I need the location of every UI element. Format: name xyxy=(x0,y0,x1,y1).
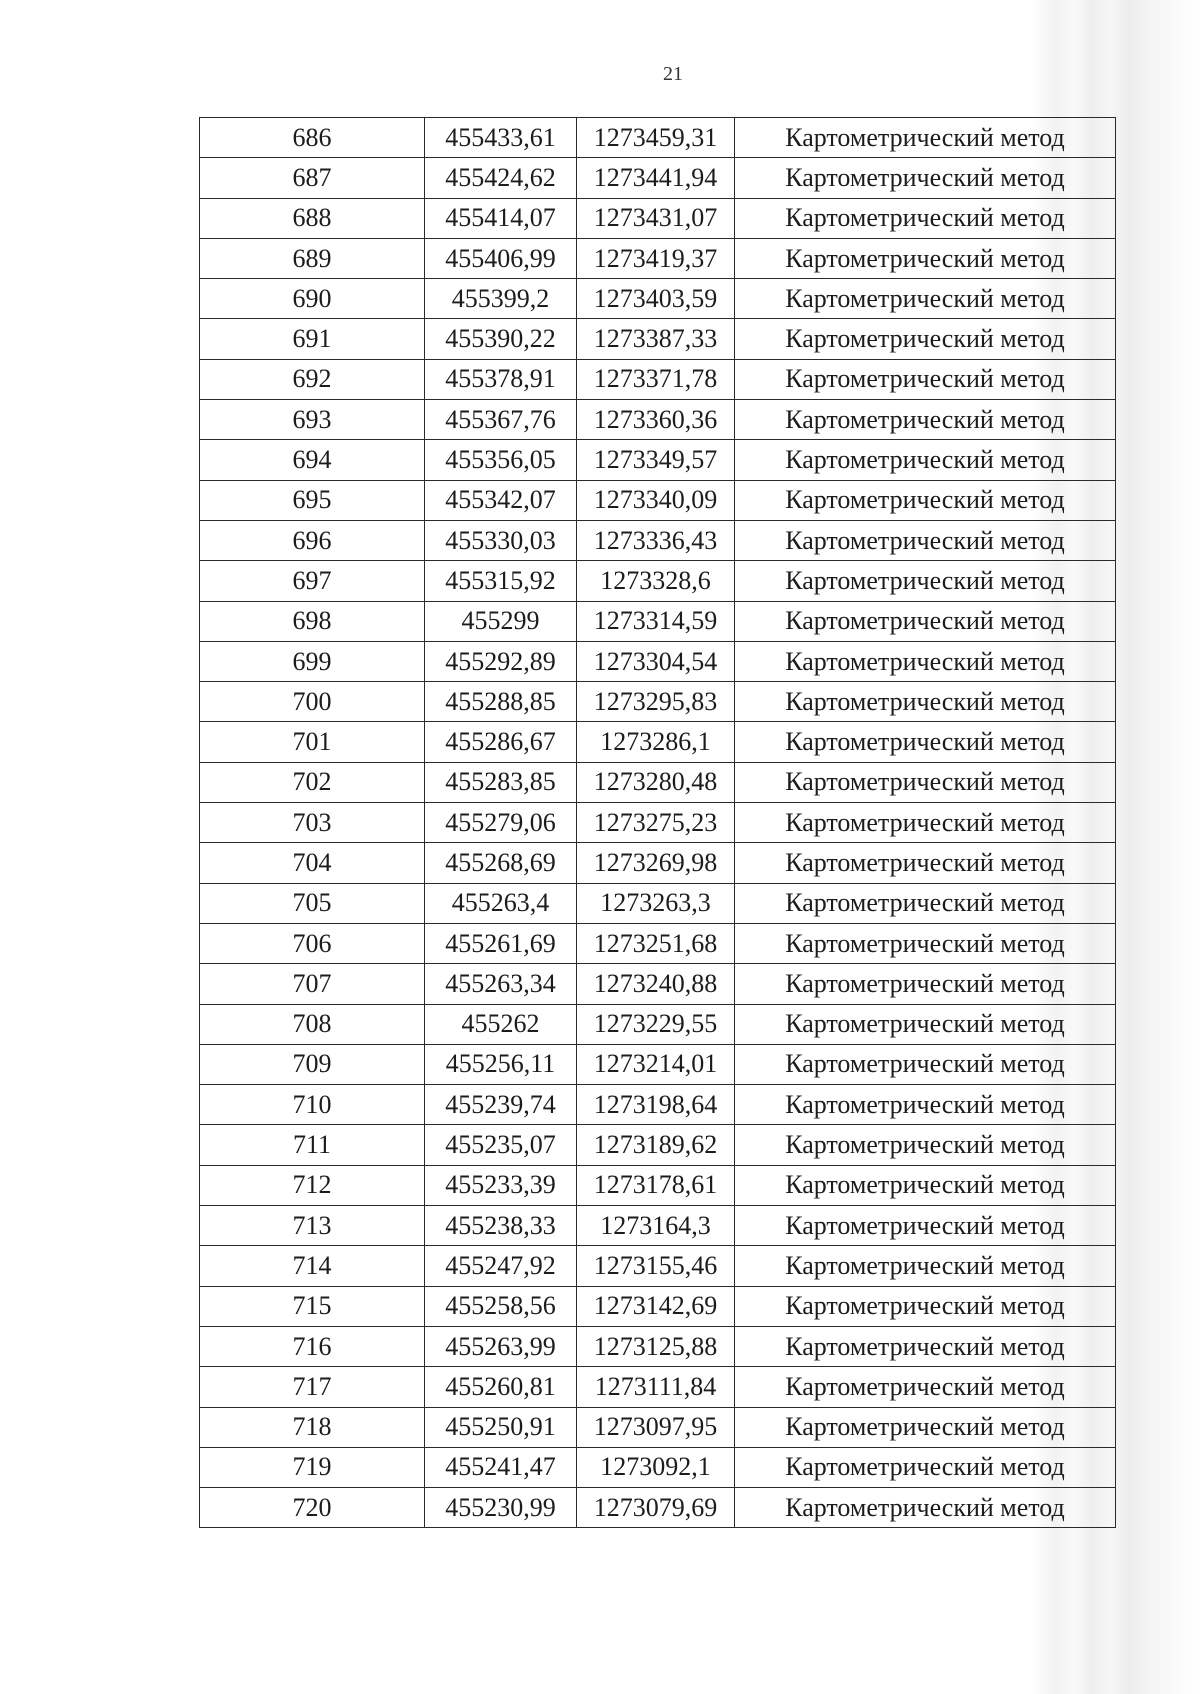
table-row xyxy=(200,279,1116,319)
point-number-cell: 689 xyxy=(200,238,425,278)
table-row xyxy=(200,118,1116,158)
table-row xyxy=(200,158,1116,198)
method-cell: Картометрический метод xyxy=(735,1085,1116,1125)
y-coordinate-cell: 1273441,94 xyxy=(577,158,735,198)
table-row xyxy=(200,682,1116,722)
point-number-cell: 698 xyxy=(200,601,425,641)
method-cell: Картометрический метод xyxy=(735,319,1116,359)
method-cell: Картометрический метод xyxy=(735,883,1116,923)
y-coordinate-cell: 1273092,1 xyxy=(577,1447,735,1487)
method-cell: Картометрический метод xyxy=(735,843,1116,883)
table-row xyxy=(200,762,1116,802)
method-cell: Картометрический метод xyxy=(735,1246,1116,1286)
coordinates-table xyxy=(199,117,1116,1528)
table-row xyxy=(200,964,1116,1004)
y-coordinate-cell: 1273111,84 xyxy=(577,1367,735,1407)
method-cell: Картометрический метод xyxy=(735,1206,1116,1246)
x-coordinate-cell: 455258,56 xyxy=(425,1286,577,1326)
table-row xyxy=(200,1246,1116,1286)
y-coordinate-cell: 1273164,3 xyxy=(577,1206,735,1246)
table-row xyxy=(200,359,1116,399)
method-cell: Картометрический метод xyxy=(735,1004,1116,1044)
y-coordinate-cell: 1273403,59 xyxy=(577,279,735,319)
point-number-cell: 714 xyxy=(200,1246,425,1286)
y-coordinate-cell: 1273142,69 xyxy=(577,1286,735,1326)
method-cell: Картометрический метод xyxy=(735,400,1116,440)
point-number-cell: 695 xyxy=(200,480,425,520)
point-number-cell: 688 xyxy=(200,198,425,238)
x-coordinate-cell: 455399,2 xyxy=(425,279,577,319)
x-coordinate-cell: 455288,85 xyxy=(425,682,577,722)
point-number-cell: 690 xyxy=(200,279,425,319)
table-row xyxy=(200,1367,1116,1407)
table-row xyxy=(200,561,1116,601)
x-coordinate-cell: 455424,62 xyxy=(425,158,577,198)
page-number: 21 xyxy=(663,63,683,85)
point-number-cell: 716 xyxy=(200,1326,425,1366)
point-number-cell: 702 xyxy=(200,762,425,802)
method-cell: Картометрический метод xyxy=(735,641,1116,681)
method-cell: Картометрический метод xyxy=(735,601,1116,641)
method-cell: Картометрический метод xyxy=(735,762,1116,802)
point-number-cell: 712 xyxy=(200,1165,425,1205)
y-coordinate-cell: 1273286,1 xyxy=(577,722,735,762)
method-cell: Картометрический метод xyxy=(735,279,1116,319)
x-coordinate-cell: 455230,99 xyxy=(425,1488,577,1528)
method-cell: Картометрический метод xyxy=(735,118,1116,158)
x-coordinate-cell: 455342,07 xyxy=(425,480,577,520)
point-number-cell: 707 xyxy=(200,964,425,1004)
x-coordinate-cell: 455315,92 xyxy=(425,561,577,601)
x-coordinate-cell: 455367,76 xyxy=(425,400,577,440)
point-number-cell: 697 xyxy=(200,561,425,601)
point-number-cell: 708 xyxy=(200,1004,425,1044)
table-row xyxy=(200,601,1116,641)
x-coordinate-cell: 455356,05 xyxy=(425,440,577,480)
y-coordinate-cell: 1273269,98 xyxy=(577,843,735,883)
x-coordinate-cell: 455241,47 xyxy=(425,1447,577,1487)
table-row xyxy=(200,440,1116,480)
point-number-cell: 706 xyxy=(200,923,425,963)
y-coordinate-cell: 1273280,48 xyxy=(577,762,735,802)
table-row xyxy=(200,1206,1116,1246)
y-coordinate-cell: 1273178,61 xyxy=(577,1165,735,1205)
coordinates-table-body xyxy=(200,118,1116,1528)
table-row xyxy=(200,1488,1116,1528)
table-row xyxy=(200,1125,1116,1165)
y-coordinate-cell: 1273240,88 xyxy=(577,964,735,1004)
table-row xyxy=(200,1004,1116,1044)
x-coordinate-cell: 455235,07 xyxy=(425,1125,577,1165)
y-coordinate-cell: 1273097,95 xyxy=(577,1407,735,1447)
x-coordinate-cell: 455247,92 xyxy=(425,1246,577,1286)
y-coordinate-cell: 1273295,83 xyxy=(577,682,735,722)
point-number-cell: 694 xyxy=(200,440,425,480)
method-cell: Картометрический метод xyxy=(735,158,1116,198)
x-coordinate-cell: 455256,11 xyxy=(425,1044,577,1084)
method-cell: Картометрический метод xyxy=(735,520,1116,560)
x-coordinate-cell: 455263,34 xyxy=(425,964,577,1004)
method-cell: Картометрический метод xyxy=(735,1125,1116,1165)
table-row xyxy=(200,520,1116,560)
method-cell: Картометрический метод xyxy=(735,1165,1116,1205)
table-row xyxy=(200,722,1116,762)
table-row xyxy=(200,1286,1116,1326)
table-row xyxy=(200,1085,1116,1125)
x-coordinate-cell: 455330,03 xyxy=(425,520,577,560)
table-row xyxy=(200,1407,1116,1447)
y-coordinate-cell: 1273263,3 xyxy=(577,883,735,923)
point-number-cell: 710 xyxy=(200,1085,425,1125)
table-row xyxy=(200,480,1116,520)
point-number-cell: 696 xyxy=(200,520,425,560)
y-coordinate-cell: 1273229,55 xyxy=(577,1004,735,1044)
x-coordinate-cell: 455261,69 xyxy=(425,923,577,963)
method-cell: Картометрический метод xyxy=(735,480,1116,520)
point-number-cell: 691 xyxy=(200,319,425,359)
x-coordinate-cell: 455406,99 xyxy=(425,238,577,278)
table-row xyxy=(200,1326,1116,1366)
y-coordinate-cell: 1273459,31 xyxy=(577,118,735,158)
method-cell: Картометрический метод xyxy=(735,359,1116,399)
x-coordinate-cell: 455279,06 xyxy=(425,803,577,843)
point-number-cell: 692 xyxy=(200,359,425,399)
point-number-cell: 709 xyxy=(200,1044,425,1084)
x-coordinate-cell: 455238,33 xyxy=(425,1206,577,1246)
method-cell: Картометрический метод xyxy=(735,1286,1116,1326)
y-coordinate-cell: 1273371,78 xyxy=(577,359,735,399)
y-coordinate-cell: 1273189,62 xyxy=(577,1125,735,1165)
method-cell: Картометрический метод xyxy=(735,1044,1116,1084)
method-cell: Картометрический метод xyxy=(735,722,1116,762)
y-coordinate-cell: 1273304,54 xyxy=(577,641,735,681)
x-coordinate-cell: 455263,99 xyxy=(425,1326,577,1366)
y-coordinate-cell: 1273214,01 xyxy=(577,1044,735,1084)
x-coordinate-cell: 455433,61 xyxy=(425,118,577,158)
y-coordinate-cell: 1273314,59 xyxy=(577,601,735,641)
x-coordinate-cell: 455390,22 xyxy=(425,319,577,359)
method-cell: Картометрический метод xyxy=(735,682,1116,722)
y-coordinate-cell: 1273431,07 xyxy=(577,198,735,238)
method-cell: Картометрический метод xyxy=(735,1407,1116,1447)
table-row xyxy=(200,319,1116,359)
method-cell: Картометрический метод xyxy=(735,1447,1116,1487)
point-number-cell: 701 xyxy=(200,722,425,762)
x-coordinate-cell: 455283,85 xyxy=(425,762,577,802)
y-coordinate-cell: 1273198,64 xyxy=(577,1085,735,1125)
y-coordinate-cell: 1273155,46 xyxy=(577,1246,735,1286)
point-number-cell: 687 xyxy=(200,158,425,198)
y-coordinate-cell: 1273340,09 xyxy=(577,480,735,520)
point-number-cell: 704 xyxy=(200,843,425,883)
y-coordinate-cell: 1273419,37 xyxy=(577,238,735,278)
table-row xyxy=(200,1165,1116,1205)
table-row xyxy=(200,923,1116,963)
x-coordinate-cell: 455268,69 xyxy=(425,843,577,883)
point-number-cell: 686 xyxy=(200,118,425,158)
point-number-cell: 700 xyxy=(200,682,425,722)
method-cell: Картометрический метод xyxy=(735,964,1116,1004)
y-coordinate-cell: 1273079,69 xyxy=(577,1488,735,1528)
x-coordinate-cell: 455263,4 xyxy=(425,883,577,923)
table-row xyxy=(200,1447,1116,1487)
point-number-cell: 719 xyxy=(200,1447,425,1487)
method-cell: Картометрический метод xyxy=(735,440,1116,480)
table-row xyxy=(200,238,1116,278)
point-number-cell: 715 xyxy=(200,1286,425,1326)
x-coordinate-cell: 455239,74 xyxy=(425,1085,577,1125)
method-cell: Картометрический метод xyxy=(735,923,1116,963)
y-coordinate-cell: 1273360,36 xyxy=(577,400,735,440)
x-coordinate-cell: 455260,81 xyxy=(425,1367,577,1407)
method-cell: Картометрический метод xyxy=(735,1326,1116,1366)
point-number-cell: 713 xyxy=(200,1206,425,1246)
point-number-cell: 693 xyxy=(200,400,425,440)
table-row xyxy=(200,883,1116,923)
point-number-cell: 717 xyxy=(200,1367,425,1407)
y-coordinate-cell: 1273275,23 xyxy=(577,803,735,843)
table-row xyxy=(200,1044,1116,1084)
method-cell: Картометрический метод xyxy=(735,1367,1116,1407)
y-coordinate-cell: 1273349,57 xyxy=(577,440,735,480)
method-cell: Картометрический метод xyxy=(735,198,1116,238)
table-row xyxy=(200,641,1116,681)
y-coordinate-cell: 1273251,68 xyxy=(577,923,735,963)
x-coordinate-cell: 455262 xyxy=(425,1004,577,1044)
x-coordinate-cell: 455250,91 xyxy=(425,1407,577,1447)
method-cell: Картометрический метод xyxy=(735,803,1116,843)
table-row xyxy=(200,803,1116,843)
table-row xyxy=(200,400,1116,440)
x-coordinate-cell: 455378,91 xyxy=(425,359,577,399)
point-number-cell: 699 xyxy=(200,641,425,681)
x-coordinate-cell: 455233,39 xyxy=(425,1165,577,1205)
method-cell: Картометрический метод xyxy=(735,1488,1116,1528)
x-coordinate-cell: 455292,89 xyxy=(425,641,577,681)
point-number-cell: 703 xyxy=(200,803,425,843)
method-cell: Картометрический метод xyxy=(735,561,1116,601)
method-cell: Картометрический метод xyxy=(735,238,1116,278)
coordinates-table-wrapper xyxy=(199,117,1111,1528)
y-coordinate-cell: 1273125,88 xyxy=(577,1326,735,1366)
y-coordinate-cell: 1273336,43 xyxy=(577,520,735,560)
point-number-cell: 711 xyxy=(200,1125,425,1165)
table-row xyxy=(200,843,1116,883)
point-number-cell: 705 xyxy=(200,883,425,923)
y-coordinate-cell: 1273387,33 xyxy=(577,319,735,359)
table-row xyxy=(200,198,1116,238)
x-coordinate-cell: 455286,67 xyxy=(425,722,577,762)
y-coordinate-cell: 1273328,6 xyxy=(577,561,735,601)
point-number-cell: 720 xyxy=(200,1488,425,1528)
x-coordinate-cell: 455414,07 xyxy=(425,198,577,238)
point-number-cell: 718 xyxy=(200,1407,425,1447)
x-coordinate-cell: 455299 xyxy=(425,601,577,641)
